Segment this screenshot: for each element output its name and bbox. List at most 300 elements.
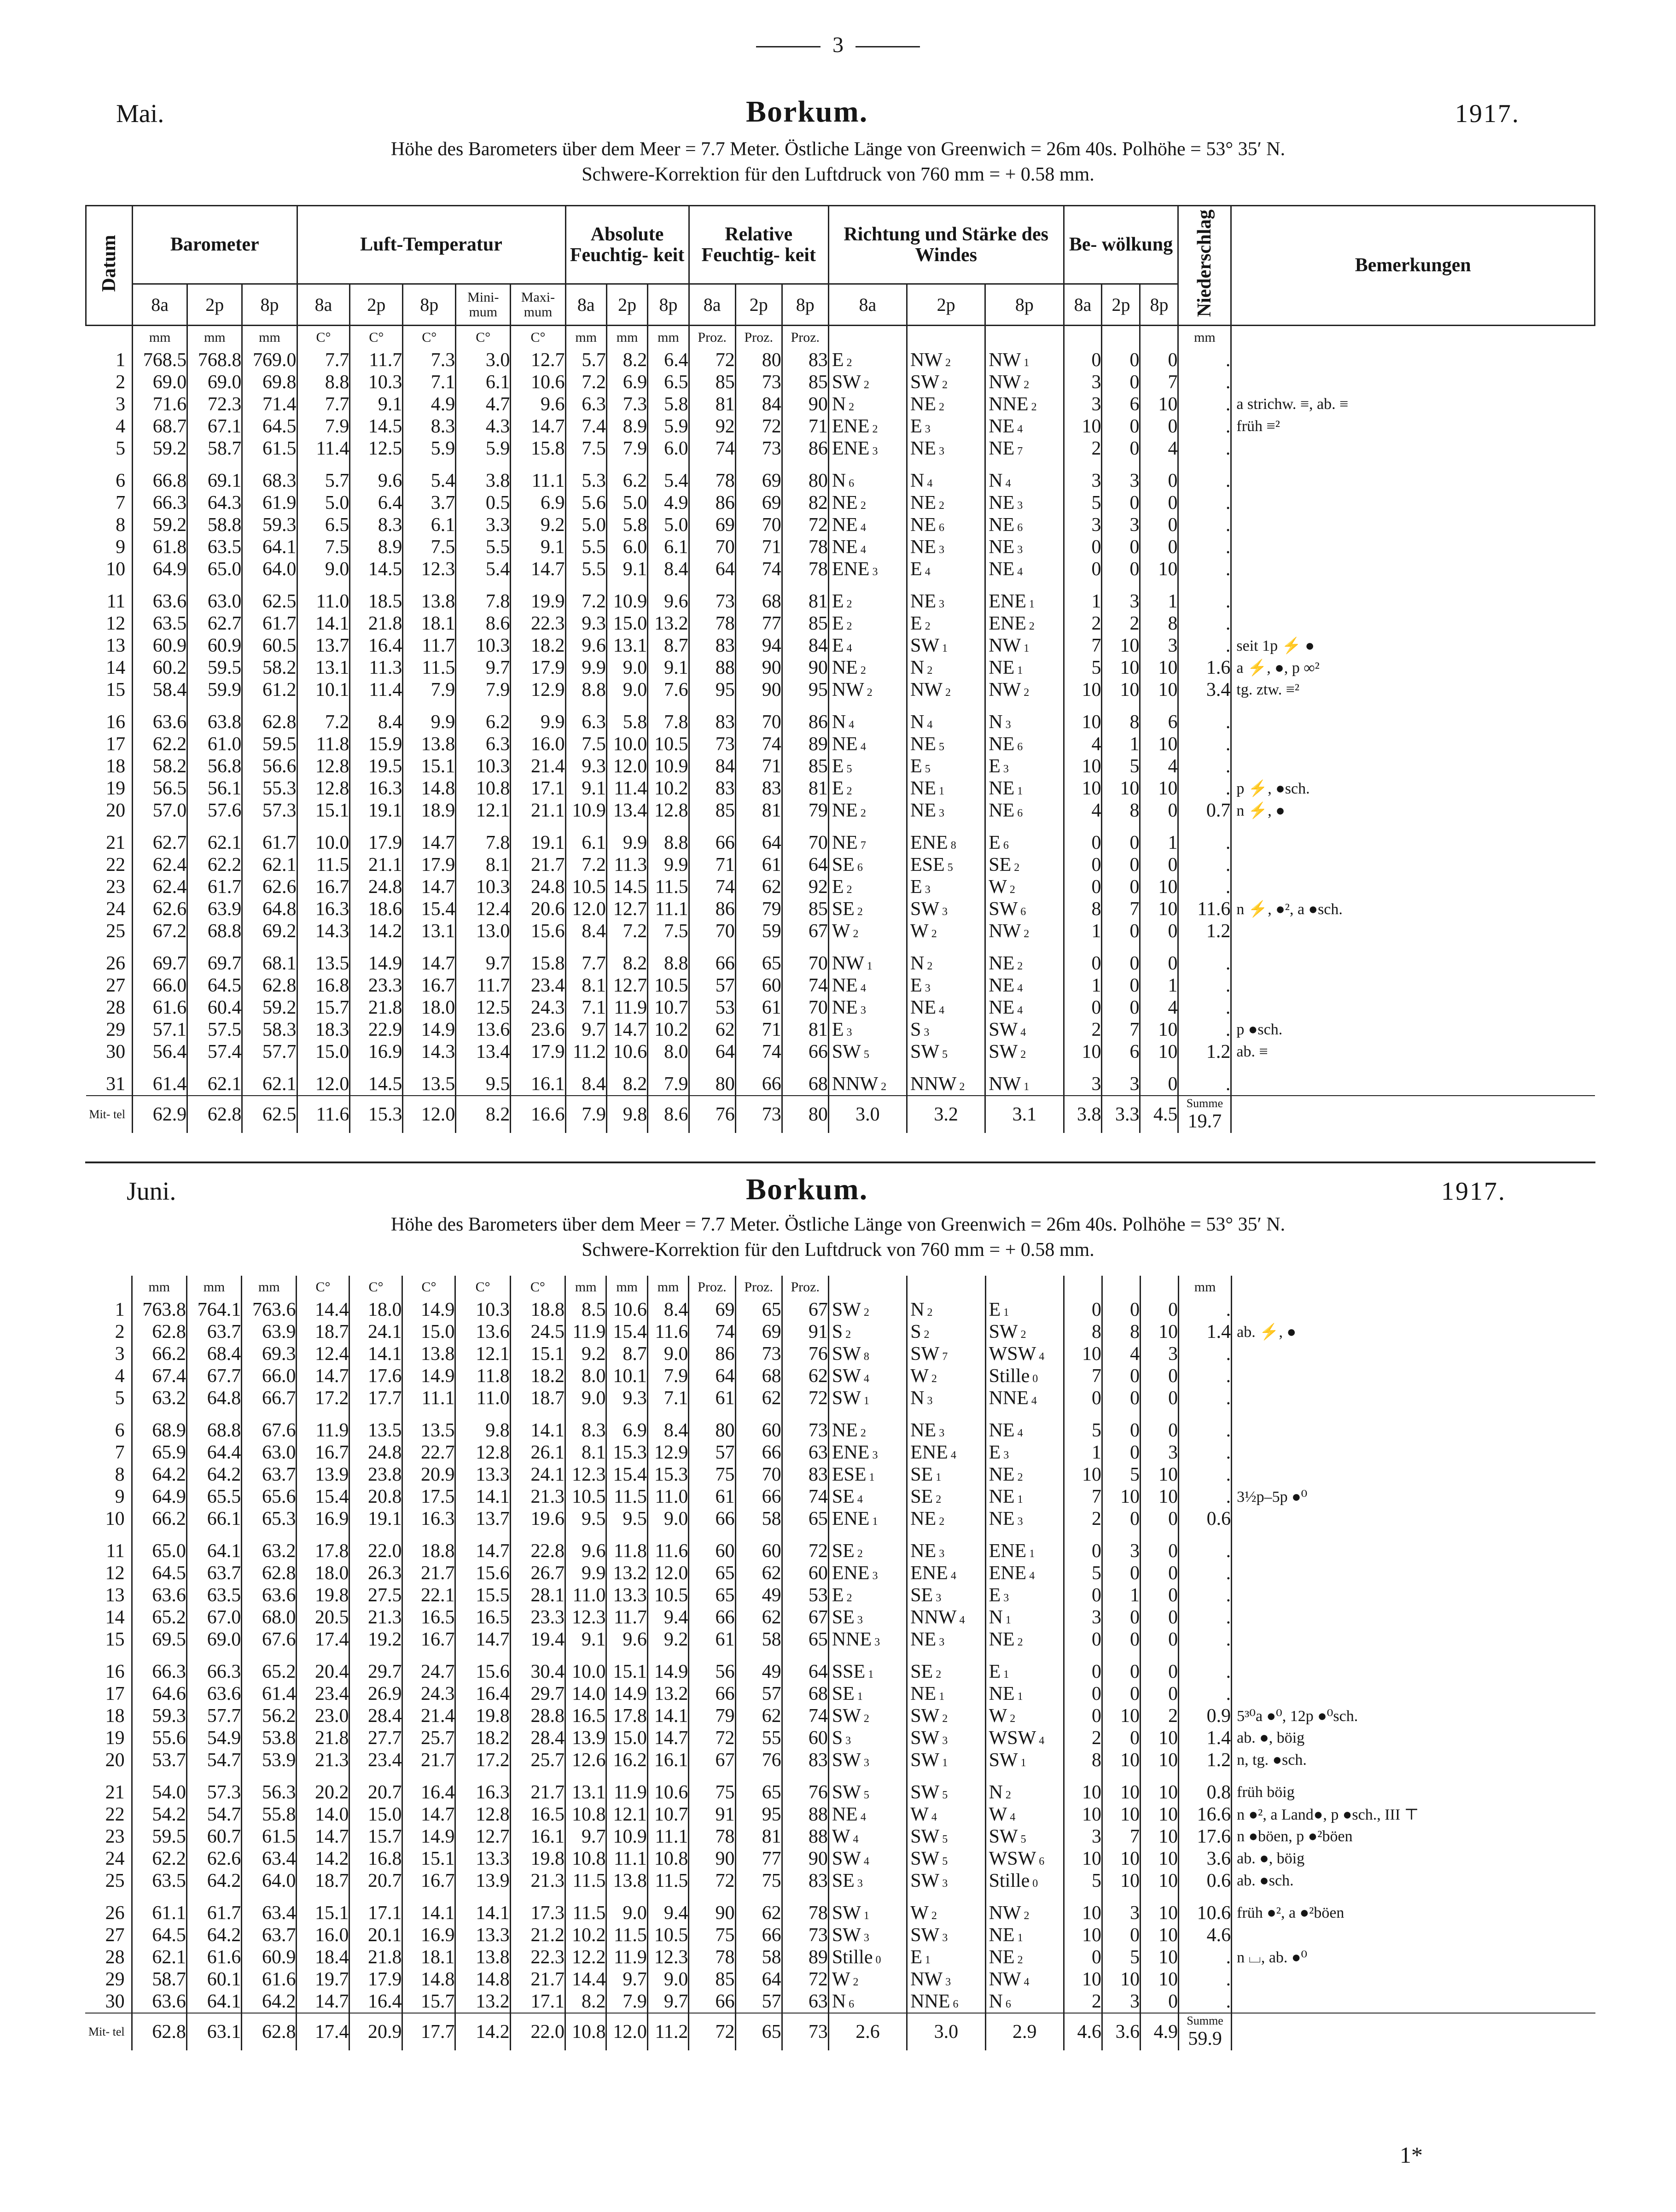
wind-8a xyxy=(828,920,907,942)
rel-hum-8a: 85 xyxy=(689,1968,735,1990)
rel-hum-8a: 53 xyxy=(689,997,735,1019)
remarks xyxy=(1232,1464,1595,1486)
rel-hum-2p: 81 xyxy=(735,1826,782,1848)
cloud-8p: 0 xyxy=(1140,470,1178,492)
temp-8a: 14.1 xyxy=(297,613,350,635)
wind-2p xyxy=(907,1299,985,1321)
baro-2p: 63.5 xyxy=(186,1584,241,1606)
temp-min: 15.5 xyxy=(455,1584,510,1606)
spacer-cell xyxy=(511,942,565,952)
abs-hum-8p: 7.9 xyxy=(647,1365,688,1387)
wind-direction: NE xyxy=(989,734,1015,755)
rel-hum-2p: 69 xyxy=(735,492,782,514)
wind-8a xyxy=(828,438,907,460)
wind-direction: NE xyxy=(989,1464,1015,1485)
wind-direction: NW xyxy=(989,921,1021,942)
unit-label: C° xyxy=(297,326,350,350)
day: 29 xyxy=(106,1019,126,1040)
baro-2p: 66.1 xyxy=(186,1508,241,1530)
temp-min: 6.1 xyxy=(456,371,511,393)
temp-2p: 14.1 xyxy=(349,1343,402,1365)
rel-hum-2p: 62 xyxy=(735,1902,782,1924)
abs-hum-2p: 7.2 xyxy=(606,920,647,942)
wind-direction: SW xyxy=(832,372,861,393)
wind-direction: NE xyxy=(910,1420,937,1441)
abs-hum-8a: 10.9 xyxy=(565,800,606,822)
precipitation: 1.2 xyxy=(1178,920,1231,942)
cloud-2p: 10 xyxy=(1102,1781,1141,1803)
wind-direction: NE xyxy=(832,997,858,1018)
remarks: ab. ●sch. xyxy=(1232,1870,1595,1892)
rel-hum-2p: 57 xyxy=(735,1683,782,1705)
baro-8a: 62.7 xyxy=(133,832,187,854)
cloud-2p: 0 xyxy=(1102,558,1140,580)
abs-hum-8p: 10.7 xyxy=(648,997,689,1019)
wind-8a xyxy=(828,1946,907,1968)
wind-direction: NE xyxy=(989,1508,1015,1529)
mittel-value: 72 xyxy=(689,2013,735,2050)
spacer-cell xyxy=(689,580,735,590)
abs-hum-2p: 9.9 xyxy=(606,832,647,854)
temp-min: 11.0 xyxy=(455,1387,510,1409)
temp-2p: 26.9 xyxy=(349,1683,402,1705)
day: 26 xyxy=(106,953,126,974)
abs-hum-8a: 14.0 xyxy=(565,1683,606,1705)
wind-direction: NW xyxy=(989,372,1021,393)
rel-hum-8p: 78 xyxy=(782,536,828,558)
temp-2p: 21.8 xyxy=(350,997,403,1019)
day: 25 xyxy=(105,1870,125,1891)
rel-hum-8a: 80 xyxy=(689,1073,735,1096)
day: 5 xyxy=(115,1388,125,1409)
temp-max: 9.6 xyxy=(511,393,565,415)
abs-hum-8p: 9.1 xyxy=(648,657,689,679)
abs-hum-8a: 9.9 xyxy=(565,1562,606,1584)
abs-hum-8a: 5.5 xyxy=(565,536,606,558)
spacer-cell xyxy=(1178,580,1231,590)
rel-hum-8p: 81 xyxy=(782,1019,828,1041)
wind-direction: W xyxy=(832,1969,850,1990)
rel-hum-2p: 76 xyxy=(735,1749,782,1771)
cloud-2p: 0 xyxy=(1102,854,1140,876)
baro-2p: 61.0 xyxy=(187,733,242,755)
spacer-cell xyxy=(456,580,511,590)
cloud-8p: 4 xyxy=(1140,438,1178,460)
day: 24 xyxy=(106,899,126,920)
wind-direction: SW xyxy=(910,635,940,656)
cloud-2p: 7 xyxy=(1102,1019,1140,1041)
wind-direction: SW xyxy=(910,1826,940,1847)
abs-hum-8p: 8.8 xyxy=(648,952,689,975)
temp-2p: 27.7 xyxy=(349,1727,402,1749)
wind-direction: SE xyxy=(910,1486,933,1507)
wind-2p xyxy=(907,1946,985,1968)
temp-max: 15.1 xyxy=(510,1343,565,1365)
spacer-cell xyxy=(907,942,985,952)
baro-2p: 61.7 xyxy=(186,1902,241,1924)
wind-8p xyxy=(985,832,1064,854)
temp-2p: 24.8 xyxy=(349,1442,402,1464)
rel-hum-8a: 90 xyxy=(689,1848,735,1870)
wind-direction: NE xyxy=(989,1486,1015,1507)
spacer-cell xyxy=(1102,1063,1140,1073)
wind-2p xyxy=(907,536,985,558)
spacer-cell xyxy=(511,822,565,832)
spacer-cell xyxy=(186,1771,241,1781)
wind-8p xyxy=(985,1803,1064,1826)
rel-hum-8a: 61 xyxy=(689,1486,735,1508)
temp-8a: 11.5 xyxy=(297,854,350,876)
spacer-cell xyxy=(1102,1409,1141,1419)
cloud-8a: 0 xyxy=(1064,997,1102,1019)
baro-8p: 61.5 xyxy=(242,1826,297,1848)
abs-hum-8a: 9.0 xyxy=(565,1387,606,1409)
cloud-8a: 2 xyxy=(1064,1508,1102,1530)
wind-direction: NE xyxy=(989,559,1015,580)
precipitation: . xyxy=(1178,777,1231,800)
abs-hum-2p: 16.2 xyxy=(606,1749,647,1771)
spacer-cell xyxy=(297,1651,349,1661)
rel-hum-8p: 74 xyxy=(782,975,828,997)
mittel-row xyxy=(86,1096,1595,1133)
remarks xyxy=(1232,1968,1595,1990)
wind-force: 6 xyxy=(849,478,855,490)
day: 12 xyxy=(106,613,126,634)
precipitation-header: Niederschlag xyxy=(1194,210,1216,317)
cloud-8a: 8 xyxy=(1064,1749,1102,1771)
temp-max: 11.1 xyxy=(511,470,565,492)
cloud-2p: 1 xyxy=(1102,733,1140,755)
wind-force: 5 xyxy=(942,1789,948,1801)
wind-force: 2 xyxy=(860,665,866,677)
temp-max: 9.1 xyxy=(511,536,565,558)
temp-max: 22.8 xyxy=(510,1540,565,1562)
wind-force: 6 xyxy=(939,522,945,534)
wind-force: 1 xyxy=(1003,1307,1009,1319)
time-8a: 8a xyxy=(297,284,350,326)
wind-force: 5 xyxy=(925,763,931,775)
remarks: p ⚡, ●sch. xyxy=(1231,777,1595,800)
rel-hum-8a: 66 xyxy=(689,1606,735,1628)
precipitation: . xyxy=(1179,1584,1232,1606)
abs-hum-8p: 11.1 xyxy=(647,1826,688,1848)
spacer-cell xyxy=(242,460,297,470)
time-8p: 8p xyxy=(782,284,828,326)
cloud-8p: 10 xyxy=(1141,1727,1179,1749)
precipitation: 0.6 xyxy=(1179,1870,1232,1892)
wind-force: 1 xyxy=(925,1954,931,1966)
temp-min: 9.7 xyxy=(456,952,511,975)
mittel-cloud: 3.3 xyxy=(1102,1096,1140,1133)
rel-hum-2p: 62 xyxy=(735,1387,782,1409)
rel-hum-8a: 83 xyxy=(689,777,735,800)
rel-hum-8p: 78 xyxy=(782,558,828,580)
wind-force: 1 xyxy=(863,1395,869,1407)
baro-8p: 64.0 xyxy=(242,558,297,580)
temp-max: 24.3 xyxy=(511,997,565,1019)
abs-hum-8a: 10.8 xyxy=(565,1803,606,1826)
abs-hum-2p: 8.7 xyxy=(606,1343,647,1365)
wind-direction: E xyxy=(989,1299,1001,1320)
day: 6 xyxy=(116,470,126,491)
rel-hum-8p: 86 xyxy=(782,438,828,460)
mittel-value: 15.3 xyxy=(350,1096,403,1133)
table-body-mai xyxy=(86,326,1595,1133)
cloud-2p: 0 xyxy=(1102,1661,1141,1683)
precipitation: . xyxy=(1178,832,1231,854)
spacer-cell xyxy=(132,1530,186,1540)
wind-force: 2 xyxy=(939,1516,945,1528)
abs-hum-8p: 7.8 xyxy=(648,711,689,733)
day: 17 xyxy=(105,1683,125,1704)
mittel-wind-force: 2.9 xyxy=(985,2013,1064,2050)
temp-min: 14.7 xyxy=(455,1540,510,1562)
remarks: ab. ≡ xyxy=(1231,1041,1595,1063)
rel-hum-8a: 95 xyxy=(689,679,735,701)
abs-hum-8a: 5.7 xyxy=(565,349,606,371)
baro-2p: 58.7 xyxy=(187,438,242,460)
temp-8p: 7.9 xyxy=(403,679,456,701)
temp-2p: 12.5 xyxy=(350,438,403,460)
wind-direction: SW xyxy=(832,1343,861,1365)
wind-force: 2 xyxy=(857,1548,863,1560)
rel-hum-8a: 86 xyxy=(689,898,735,920)
wind-direction: SW xyxy=(910,1705,940,1727)
table-row xyxy=(86,755,1595,777)
table-row xyxy=(85,1464,1595,1486)
remarks xyxy=(1231,975,1595,997)
weather-table-mai xyxy=(85,205,1595,1133)
day: 10 xyxy=(106,559,126,580)
spacer-cell xyxy=(828,1063,907,1073)
baro-8a: 60.9 xyxy=(133,635,187,657)
baro-2p: 60.9 xyxy=(187,635,242,657)
temp-2p: 16.9 xyxy=(350,1041,403,1063)
baro-8a: 66.3 xyxy=(133,492,187,514)
wind-8p xyxy=(985,1321,1064,1343)
rel-hum-8a: 72 xyxy=(689,349,735,371)
baro-8a: 59.5 xyxy=(132,1826,186,1848)
rel-hum-8p: 64 xyxy=(782,1661,828,1683)
wind-8p xyxy=(985,755,1064,777)
wind-direction: NE xyxy=(832,734,858,755)
summe-value: 19.7 xyxy=(1187,1111,1222,1132)
spacer-cell xyxy=(735,701,782,711)
rel-hum-8p: 65 xyxy=(782,1628,828,1651)
wind-force: 2 xyxy=(863,1713,869,1725)
rel-hum-8a: 72 xyxy=(689,1727,735,1749)
spacer-cell xyxy=(403,822,456,832)
cloud-8a: 0 xyxy=(1064,952,1102,975)
abs-hum-2p: 9.1 xyxy=(606,558,647,580)
wind-force: 4 xyxy=(1010,1811,1016,1823)
temp-2p: 23.8 xyxy=(349,1464,402,1486)
temp-8p: 15.0 xyxy=(402,1321,455,1343)
rel-hum-2p: 65 xyxy=(735,952,782,975)
baro-8p: 65.6 xyxy=(242,1486,297,1508)
spacer-cell xyxy=(689,942,735,952)
station-subtitle-1: Höhe des Barometers über dem Meer = 7.7 Meter. Östliche Länge von Greenwich = 26m 40s. Polhöhe = 53° 35′ N. xyxy=(390,139,1286,160)
temp-8p: 6.1 xyxy=(403,514,456,536)
rel-hum-8a: 75 xyxy=(689,1924,735,1946)
rel-hum-8p: 76 xyxy=(782,1781,828,1803)
cloud-8p: 10 xyxy=(1140,558,1178,580)
day: 21 xyxy=(105,1782,125,1803)
temp-min: 13.6 xyxy=(455,1321,510,1343)
time-8a: 8a xyxy=(133,284,187,326)
cloud-8a: 2 xyxy=(1064,1727,1102,1749)
wind-8a xyxy=(828,492,907,514)
wind-force: 4 xyxy=(931,1811,937,1823)
baro-8p: 62.1 xyxy=(242,1073,297,1096)
wind-direction: W xyxy=(989,876,1007,898)
wind-direction: N xyxy=(989,1607,1003,1628)
baro-2p: 63.7 xyxy=(186,1562,241,1584)
wind-2p xyxy=(907,1073,985,1096)
cloud-2p: 0 xyxy=(1102,1628,1141,1651)
precipitation: . xyxy=(1178,975,1231,997)
wind-8a xyxy=(828,975,907,997)
remarks xyxy=(1232,1365,1595,1387)
temp-2p: 14.5 xyxy=(350,415,403,438)
spacer-cell xyxy=(349,1409,402,1419)
abs-hum-8a: 7.1 xyxy=(565,997,606,1019)
rel-hum-8p: 62 xyxy=(782,1365,828,1387)
wind-direction: W xyxy=(832,1826,850,1847)
wind-force: 4 xyxy=(1024,1976,1030,1988)
wind-direction: SW xyxy=(832,1299,861,1320)
unit-label: C° xyxy=(402,1276,455,1299)
temp-2p: 20.7 xyxy=(349,1781,402,1803)
temp-max: 26.1 xyxy=(510,1442,565,1464)
cloud-8p: 0 xyxy=(1141,1990,1179,2013)
cloud-8p: 10 xyxy=(1140,898,1178,920)
baro-8p: 68.1 xyxy=(242,952,297,975)
temp-8p: 15.1 xyxy=(402,1848,455,1870)
wind-direction: NE xyxy=(910,1508,937,1529)
wind-header: Richtung und Stärke des Windes xyxy=(828,206,1064,284)
wind-direction: N xyxy=(989,470,1003,491)
spacer-cell xyxy=(689,822,735,832)
abs-hum-8a: 9.5 xyxy=(565,1508,606,1530)
temp-8p: 18.8 xyxy=(402,1540,455,1562)
rel-hum-8p: 67 xyxy=(782,1299,828,1321)
group-spacer xyxy=(86,701,1595,711)
summe-label: Summe xyxy=(1187,2014,1223,2027)
spacer-cell xyxy=(187,701,242,711)
unit-label xyxy=(907,1276,985,1299)
wind-2p xyxy=(907,590,985,613)
rel-hum-8p: 76 xyxy=(782,1343,828,1365)
baro-2p: 57.6 xyxy=(187,800,242,822)
wind-force: 4 xyxy=(925,566,931,578)
wind-direction: SE xyxy=(910,1661,933,1682)
unit-label: Proz. xyxy=(735,1276,782,1299)
table-row xyxy=(86,1019,1595,1041)
table-row xyxy=(86,514,1595,536)
wind-8p xyxy=(985,952,1064,975)
wind-direction: N xyxy=(832,1991,846,2012)
wind-force: 3 xyxy=(863,1757,869,1769)
cloud-8p: 10 xyxy=(1140,876,1178,898)
temp-max: 19.1 xyxy=(511,832,565,854)
baro-8p: 68.3 xyxy=(242,470,297,492)
abs-hum-2p: 8.2 xyxy=(606,952,647,975)
wind-2p xyxy=(907,1803,985,1826)
abs-hum-8p: 9.6 xyxy=(648,590,689,613)
wind-force: 6 xyxy=(857,862,863,874)
rel-hum-8p: 85 xyxy=(782,755,828,777)
wind-force: 1 xyxy=(1017,1494,1023,1506)
wind-force: 2 xyxy=(931,928,937,940)
wind-direction: N xyxy=(989,712,1003,733)
spacer-cell xyxy=(689,460,735,470)
rel-hum-8a: 91 xyxy=(689,1803,735,1826)
mittel-cloud: 4.6 xyxy=(1064,2013,1102,2050)
cloud-2p: 0 xyxy=(1102,997,1140,1019)
wind-8p xyxy=(985,975,1064,997)
time-2p: 2p xyxy=(1102,284,1140,326)
spacer-cell xyxy=(85,1892,132,1902)
wind-force: 3 xyxy=(942,1932,948,1944)
abs-hum-8p: 10.7 xyxy=(647,1803,688,1826)
mittel-value: 20.9 xyxy=(349,2013,402,2050)
spacer-cell xyxy=(1232,1892,1595,1902)
temp-8a: 7.2 xyxy=(297,711,350,733)
spacer-cell xyxy=(403,701,456,711)
spacer-cell xyxy=(132,1892,186,1902)
spacer-cell xyxy=(242,1063,297,1073)
cloud-8a: 0 xyxy=(1064,1661,1102,1683)
spacer-cell xyxy=(782,1892,828,1902)
temp-8a: 9.0 xyxy=(297,558,350,580)
wind-force: 4 xyxy=(950,1570,956,1582)
temp-8p: 21.7 xyxy=(402,1562,455,1584)
wind-8p xyxy=(985,1749,1064,1771)
wind-direction: SW xyxy=(832,1903,861,1924)
baro-8p: 63.7 xyxy=(242,1464,297,1486)
table-body-juni xyxy=(85,1276,1595,2050)
wind-2p xyxy=(907,920,985,942)
spacer-cell xyxy=(1102,1530,1141,1540)
cloud-2p: 3 xyxy=(1102,1902,1141,1924)
wind-direction: S xyxy=(832,1321,843,1342)
cloud-2p: 3 xyxy=(1102,1073,1140,1096)
unit-label xyxy=(985,326,1064,350)
unit-label: mm xyxy=(648,326,689,350)
temp-8p: 13.5 xyxy=(402,1419,455,1442)
rel-hum-2p: 77 xyxy=(735,613,782,635)
temp-8p: 11.1 xyxy=(402,1387,455,1409)
temp-min: 3.0 xyxy=(456,349,511,371)
table-row xyxy=(85,1540,1595,1562)
unit-label: C° xyxy=(349,1276,402,1299)
day: 16 xyxy=(105,1661,125,1682)
wind-2p xyxy=(907,1540,985,1562)
baro-2p: 63.0 xyxy=(187,590,242,613)
precipitation: . xyxy=(1178,536,1231,558)
unit-label: C° xyxy=(350,326,403,350)
spacer-cell xyxy=(689,1063,735,1073)
temp-min: 9.8 xyxy=(455,1419,510,1442)
spacer-cell xyxy=(1141,1409,1179,1419)
spacer-cell xyxy=(133,1063,187,1073)
baro-2p: 69.0 xyxy=(186,1628,241,1651)
table-row xyxy=(86,898,1595,920)
spacer-cell xyxy=(606,1530,647,1540)
cloud-2p: 0 xyxy=(1102,1387,1141,1409)
wind-direction: E xyxy=(832,350,844,371)
